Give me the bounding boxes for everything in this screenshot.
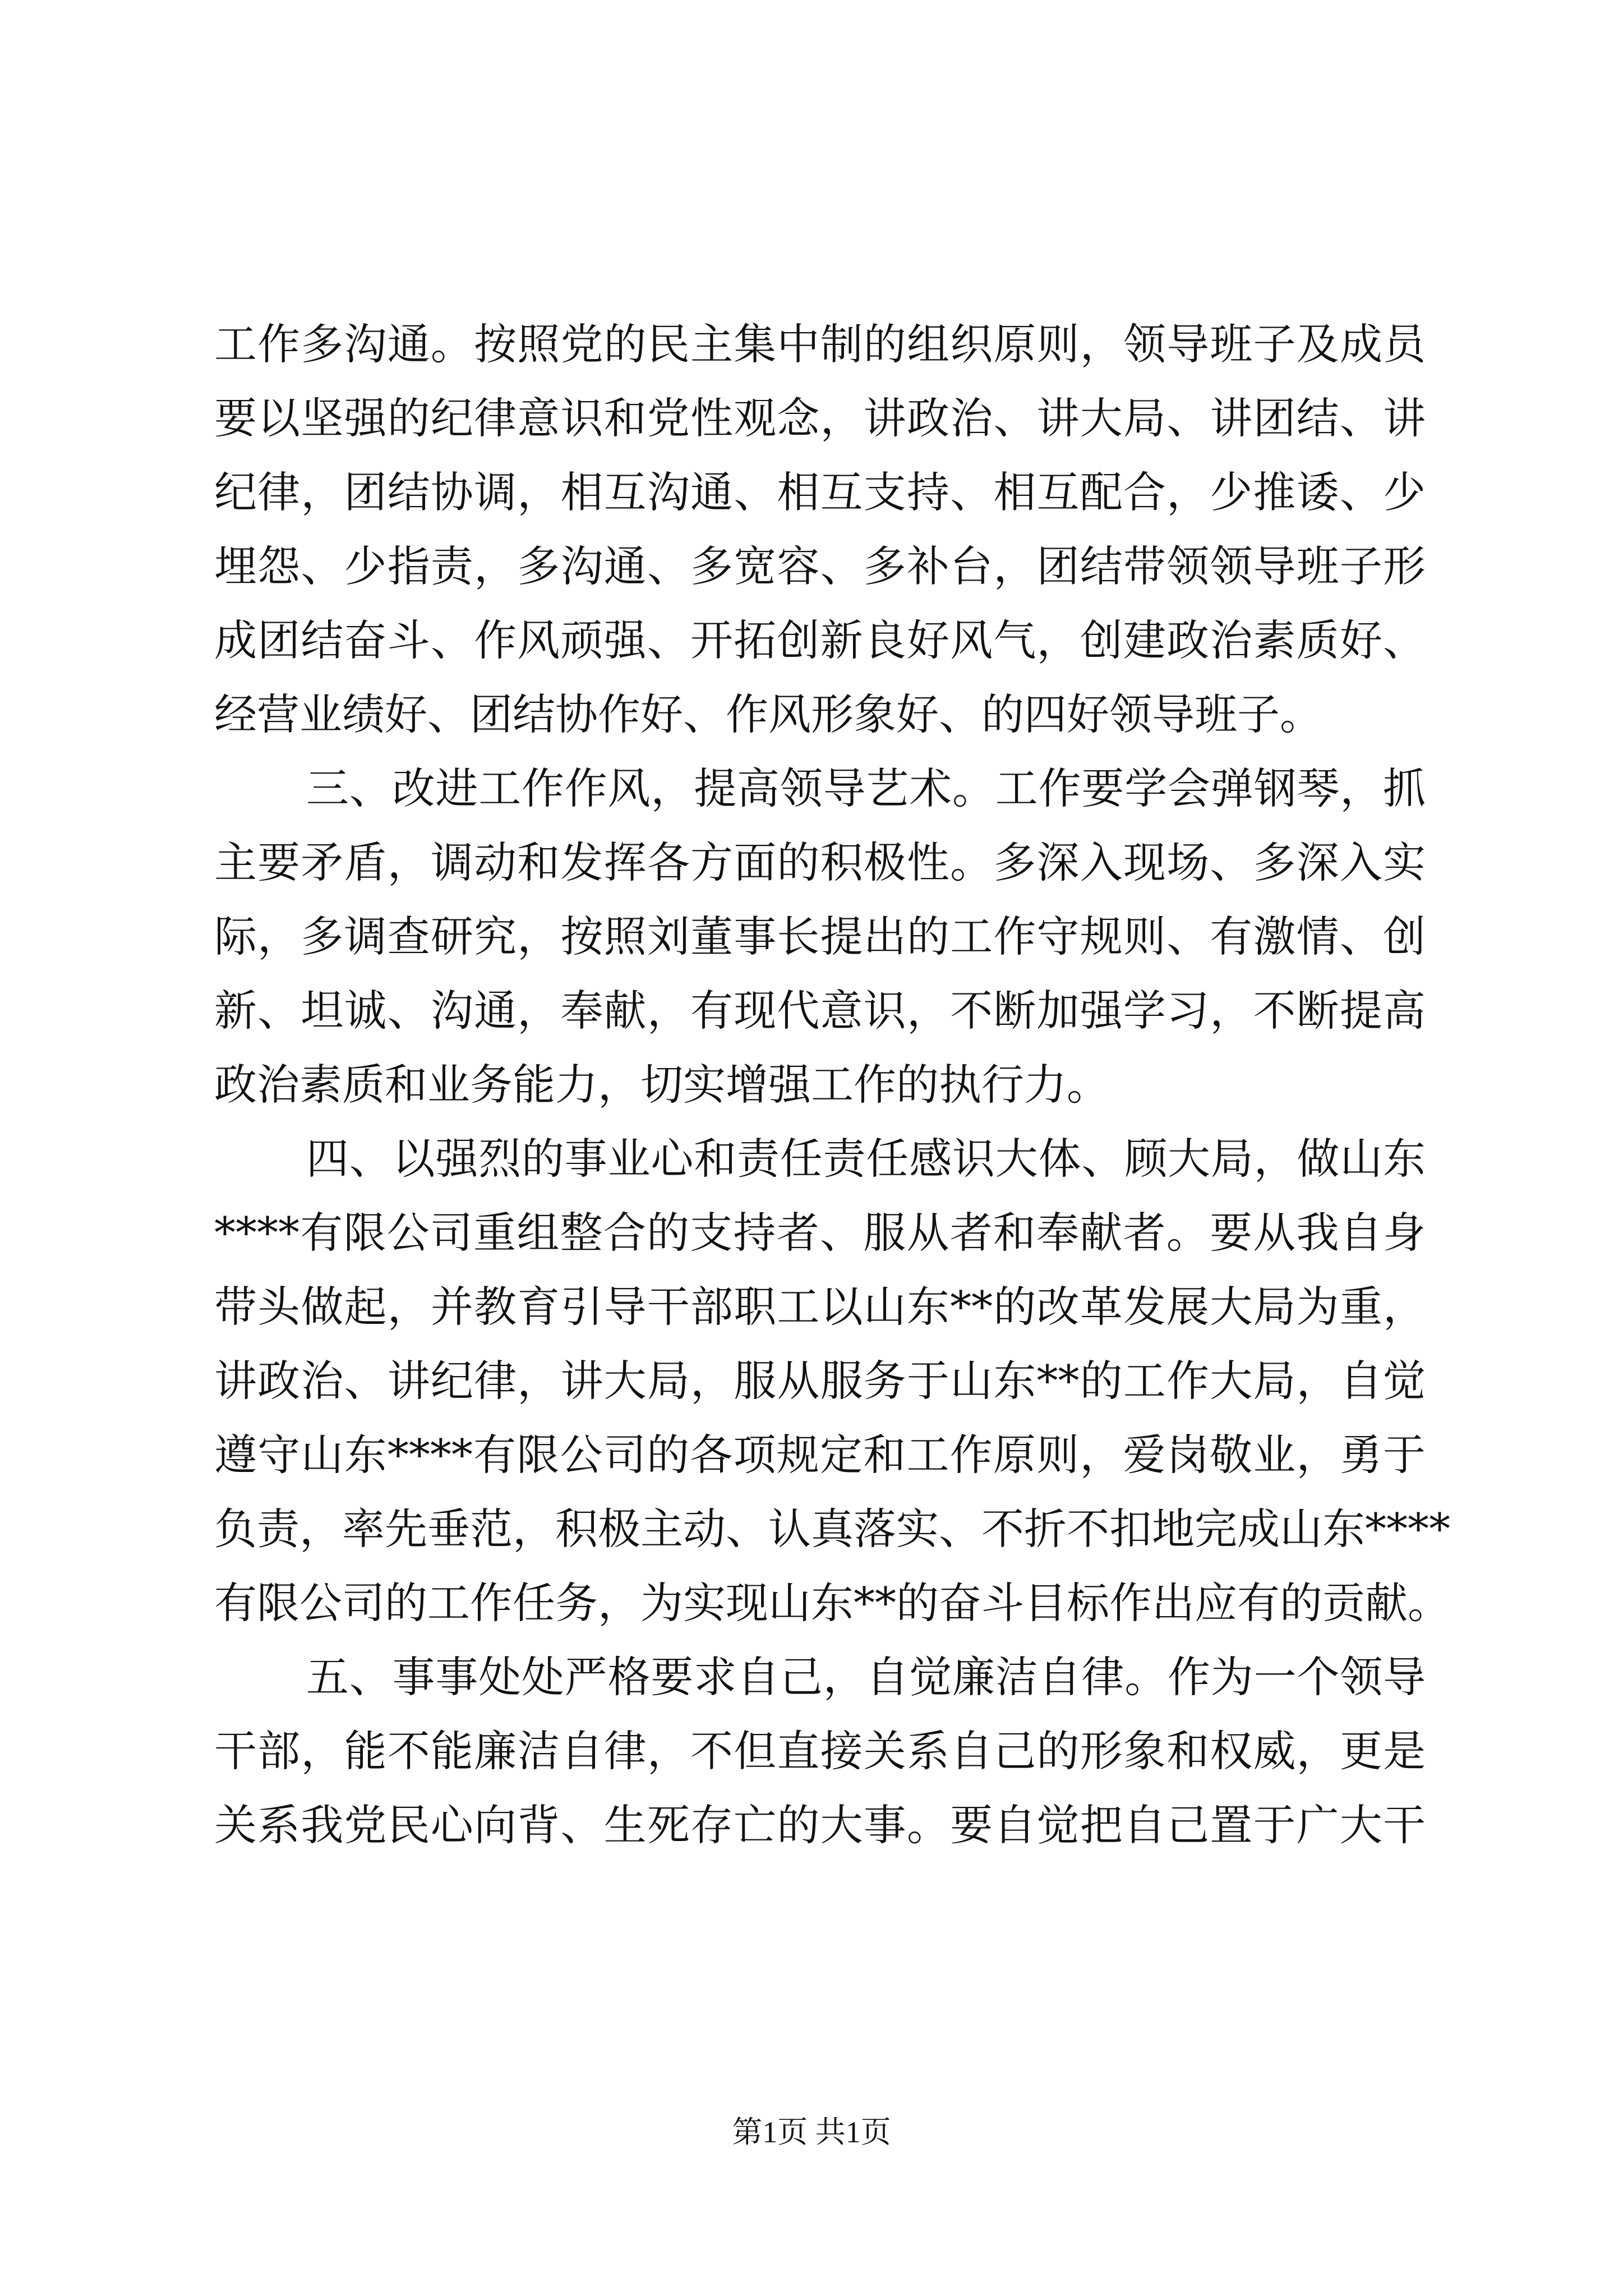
paragraph-start-line: 五、事事处处严格要求自己，自觉廉洁自律。作为一个领导: [306, 1652, 1426, 1702]
text-line: 纪律，团结协调，相互沟通、相互支持、相互配合，少推诿、少: [214, 467, 1426, 517]
paragraph-start-line: 四、以强烈的事业心和责任责任感识大体、顾大局，做山东: [306, 1134, 1426, 1184]
text-line: 带头做起，并教育引导干部职工以山东**的改革发展大局为重，: [214, 1282, 1426, 1332]
text-line: 遵守山东****有限公司的各项规定和工作原则，爱岗敬业，勇于: [214, 1430, 1426, 1480]
text-line: 干部，能不能廉洁自律，不但直接关系自己的形象和权威，更是: [214, 1726, 1426, 1776]
paragraph-start-line: 三、改进工作作风，提高领导艺术。工作要学会弹钢琴，抓: [306, 763, 1426, 813]
text-line: 际，多调查研究，按照刘董事长提出的工作守规则、有激情、创: [214, 912, 1426, 961]
page-footer: 第1页 共1页: [732, 2115, 891, 2149]
text-line: 关系我党民心向背、生死存亡的大事。要自觉把自己置于广大干: [214, 1800, 1426, 1850]
text-line: 新、坦诚、沟通，奉献，有现代意识，不断加强学习，不断提高: [214, 986, 1426, 1036]
text-line: 埋怨、少指责，多沟通、多宽容、多补台，团结带领领导班子形: [214, 541, 1426, 591]
text-line: 要以坚强的纪律意识和党性观念，讲政治、讲大局、讲团结、讲: [214, 393, 1426, 443]
text-line: 政治素质和业务能力，切实增强工作的执行力。: [214, 1060, 1109, 1110]
text-line: ****有限公司重组整合的支持者、服从者和奉献者。要从我自身: [214, 1208, 1426, 1258]
text-line: 负责，率先垂范，积极主动、认真落实、不折不扣地完成山东****: [214, 1504, 1450, 1554]
document-body: [214, 307, 1450, 1862]
text-line: 成团结奋斗、作风顽强、开拓创新良好风气，创建政治素质好、: [214, 615, 1426, 665]
text-line: 主要矛盾，调动和发挥各方面的积极性。多深入现场、多深入实: [214, 838, 1426, 887]
text-line: 经营业绩好、团结协作好、作风形象好、的四好领导班子。: [214, 689, 1322, 739]
text-line: 工作多沟通。按照党的民主集中制的组织原则，领导班子及成员: [214, 319, 1426, 369]
text-line: 有限公司的工作任务，为实现山东**的奋斗目标作出应有的贡献。: [214, 1578, 1450, 1628]
text-line: 讲政治、讲纪律，讲大局，服从服务于山东**的工作大局，自觉: [214, 1356, 1426, 1406]
